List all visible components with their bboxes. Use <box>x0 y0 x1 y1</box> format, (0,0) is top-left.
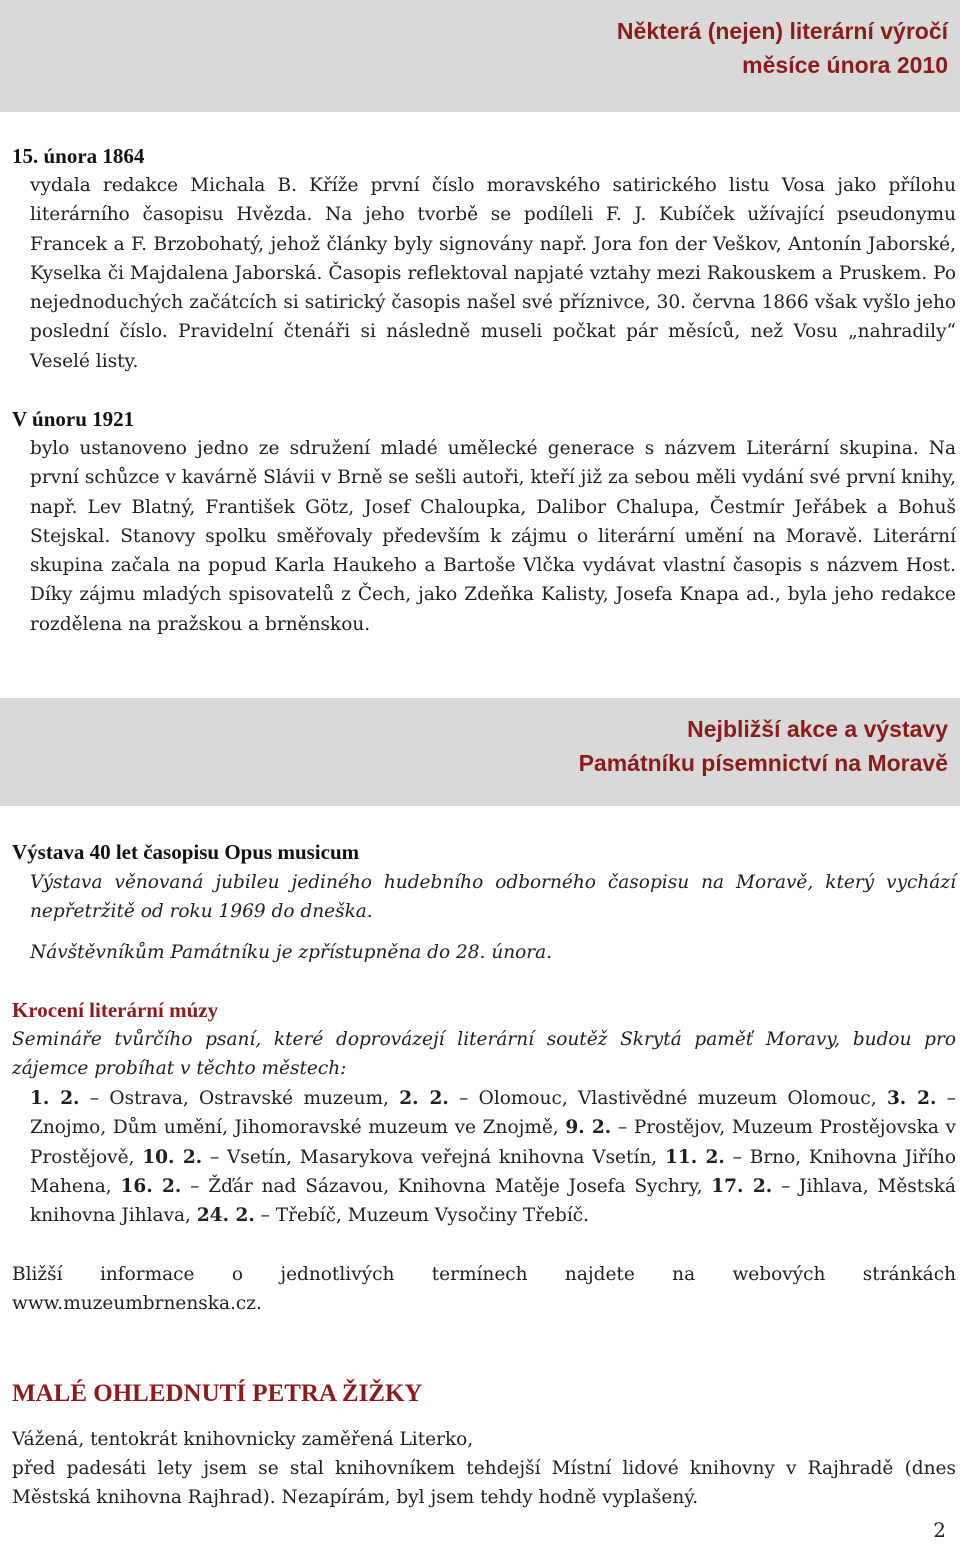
header-title-line2: měsíce února 2010 <box>742 52 948 78</box>
schedule-place: Prostějov, Muzeum Prostějovska v Prostějově, <box>30 1117 956 1168</box>
anniversary-1-date: 15. února 1864 <box>12 144 145 168</box>
schedule-place: Jihlava, Městská knihovna Jihlava, <box>30 1175 956 1227</box>
schedule-date: 2. 2. <box>399 1088 449 1109</box>
schedule-place: Ostrava, Ostravské muzeum, <box>109 1088 389 1109</box>
seminar-schedule: 1. 2. – Ostrava, Ostravské muzeum, 2. 2. – Olomouc, Vlastivědné muzeum Olomouc, 3. 2. – Znojmo, Dům umění, Jihomoravské muzeum ve Znojmě, 9. 2. – Prostějov, Muzeum Prostějovska v Prostějově, 10. 2. – Vsetín, Masarykova veřejná knihovna Vsetín, 11. 2. – Brno, Knihovna Jiřího Mahena, 16. 2. – Žďár nad Sázavou, Knihovna Matěje Josefa Sychry, 17. 2. – Jihlava, Městská knihovna Jihlava, 24. 2. – Třebíč, Muzeum Vysočiny Třebíč. <box>30 1088 957 1227</box>
seminar-title: Krocení literární múzy <box>12 998 219 1022</box>
anniversary-1-text: vydala redakce Michala B. Kříže první číslo moravského satirického listu Vosa jako přílohu literárního časopisu Hvězda. Na jeho tvorbě se podíleli F. J. Kubíček užívající pseudonymu Francek a F. Brzobohatý, jehož články byly signovány např. Jora fon der Veškov, Antonín Jaborské, Kyselka či Majdalena Jaborská. Časopis reflektoval napjaté vztahy mezi Rakouskem a Pruskem. Po nejednoduchých začátcích si satirický časopis našel své příznivce, 30. června 1866 však vyšlo jeho poslední číslo. Pravidelní čtenáři si následně museli počkat pár měsíců, než Vosu „nahradily“ Veselé listy. <box>30 175 956 372</box>
page-number: 2 <box>933 1518 946 1542</box>
schedule-date: 9. 2. <box>565 1117 612 1139</box>
exhibition-description: Výstava věnovaná jubileu jediného hudebního odborného časopisu na Moravě, který vychází nepřetržitě od roku 1969 do dneška. <box>30 872 956 923</box>
exhibition-title: Výstava 40 let časopisu Opus musicum <box>12 840 360 864</box>
schedule-date: 24. 2. <box>196 1205 255 1227</box>
column-greeting: Vážená, tentokrát knihovnicky zaměřená Literko, <box>12 1429 474 1450</box>
schedule-date: 16. 2. <box>120 1175 182 1197</box>
header-banner <box>0 0 960 112</box>
schedule-date: 10. 2. <box>142 1146 203 1168</box>
schedule-place: Vsetín, Masarykova veřejná knihovna Vsetín, <box>227 1146 658 1168</box>
anniversary-2-text: bylo ustanoveno jedno ze sdružení mladé umělecké generace s názvem Literární skupina. Na první schůzce v kavárně Slávii v Brně se sešli autoři, kteří již za sebou měli vydání své první knihy, např. Lev Blatný, František Götz, Josef Chaloupka, Dalibor Chalupa, Čestmír Jeřábek a Bohuš Stejskal. Stanovy spolku směřovaly především k zájmu o literární umění na Moravě. Literární skupina začala na popud Karla Haukeho a Bartoše Vlčka vydávat vlastní časopis s názvem Host. Díky zájmu mladých spisovatelů z Čech, jako Zdeňka Kalisty, Josefa Knapa ad., byla jeho redakce rozdělena na pražskou a brněnskou. <box>30 438 956 635</box>
schedule-date: 17. 2. <box>711 1175 773 1197</box>
seminar-intro: Semináře tvůrčího psaní, které doprovázejí literární soutěž Skrytá paměť Moravy, budou pro zájemce probíhat v těchto městech: <box>12 1029 956 1080</box>
schedule-date: 1. 2. <box>30 1088 80 1109</box>
exhibition-note: Návštěvníkům Památníku je zpřístupněna do 28. února. <box>30 942 553 963</box>
anniversary-2-date: V únoru 1921 <box>12 407 135 431</box>
section-title-line2: Památníku písemnictví na Moravě <box>578 750 948 776</box>
schedule-place: Třebíč, Muzeum Vysočiny Třebíč. <box>275 1205 590 1227</box>
column-text: před padesáti lety jsem se stal knihovníkem tehdejší Místní lidové knihovny v Rajhradě (dnes Městská knihovna Rajhrad). Nezapírám, byl jsem tehdy hodně vyplašený. <box>12 1458 956 1509</box>
header-title-line1: Některá (nejen) literární výročí <box>616 18 948 44</box>
schedule-place: Olomouc, Vlastivědné muzeum Olomouc, <box>478 1088 877 1109</box>
seminar-more-info: Bližší informace o jednotlivých termínech najdete na webových stránkách www.muzeumbrnenska.cz. <box>12 1264 956 1315</box>
column-title: MALÉ OHLEDNUTÍ PETRA ŽIŽKY <box>12 1380 423 1407</box>
schedule-place: Znojmo, Dům umění, Jihomoravské muzeum ve Znojmě, <box>30 1117 559 1139</box>
schedule-place: Žďár nad Sázavou, Knihovna Matěje Josefa Sychry, <box>208 1175 703 1197</box>
schedule-date: 11. 2. <box>664 1146 725 1168</box>
section-banner <box>0 698 960 806</box>
schedule-date: 3. 2. <box>886 1088 937 1109</box>
section-title-line1: Nejbližší akce a výstavy <box>687 716 948 742</box>
schedule-place: Brno, Knihovna Jiřího Mahena, <box>30 1146 956 1197</box>
